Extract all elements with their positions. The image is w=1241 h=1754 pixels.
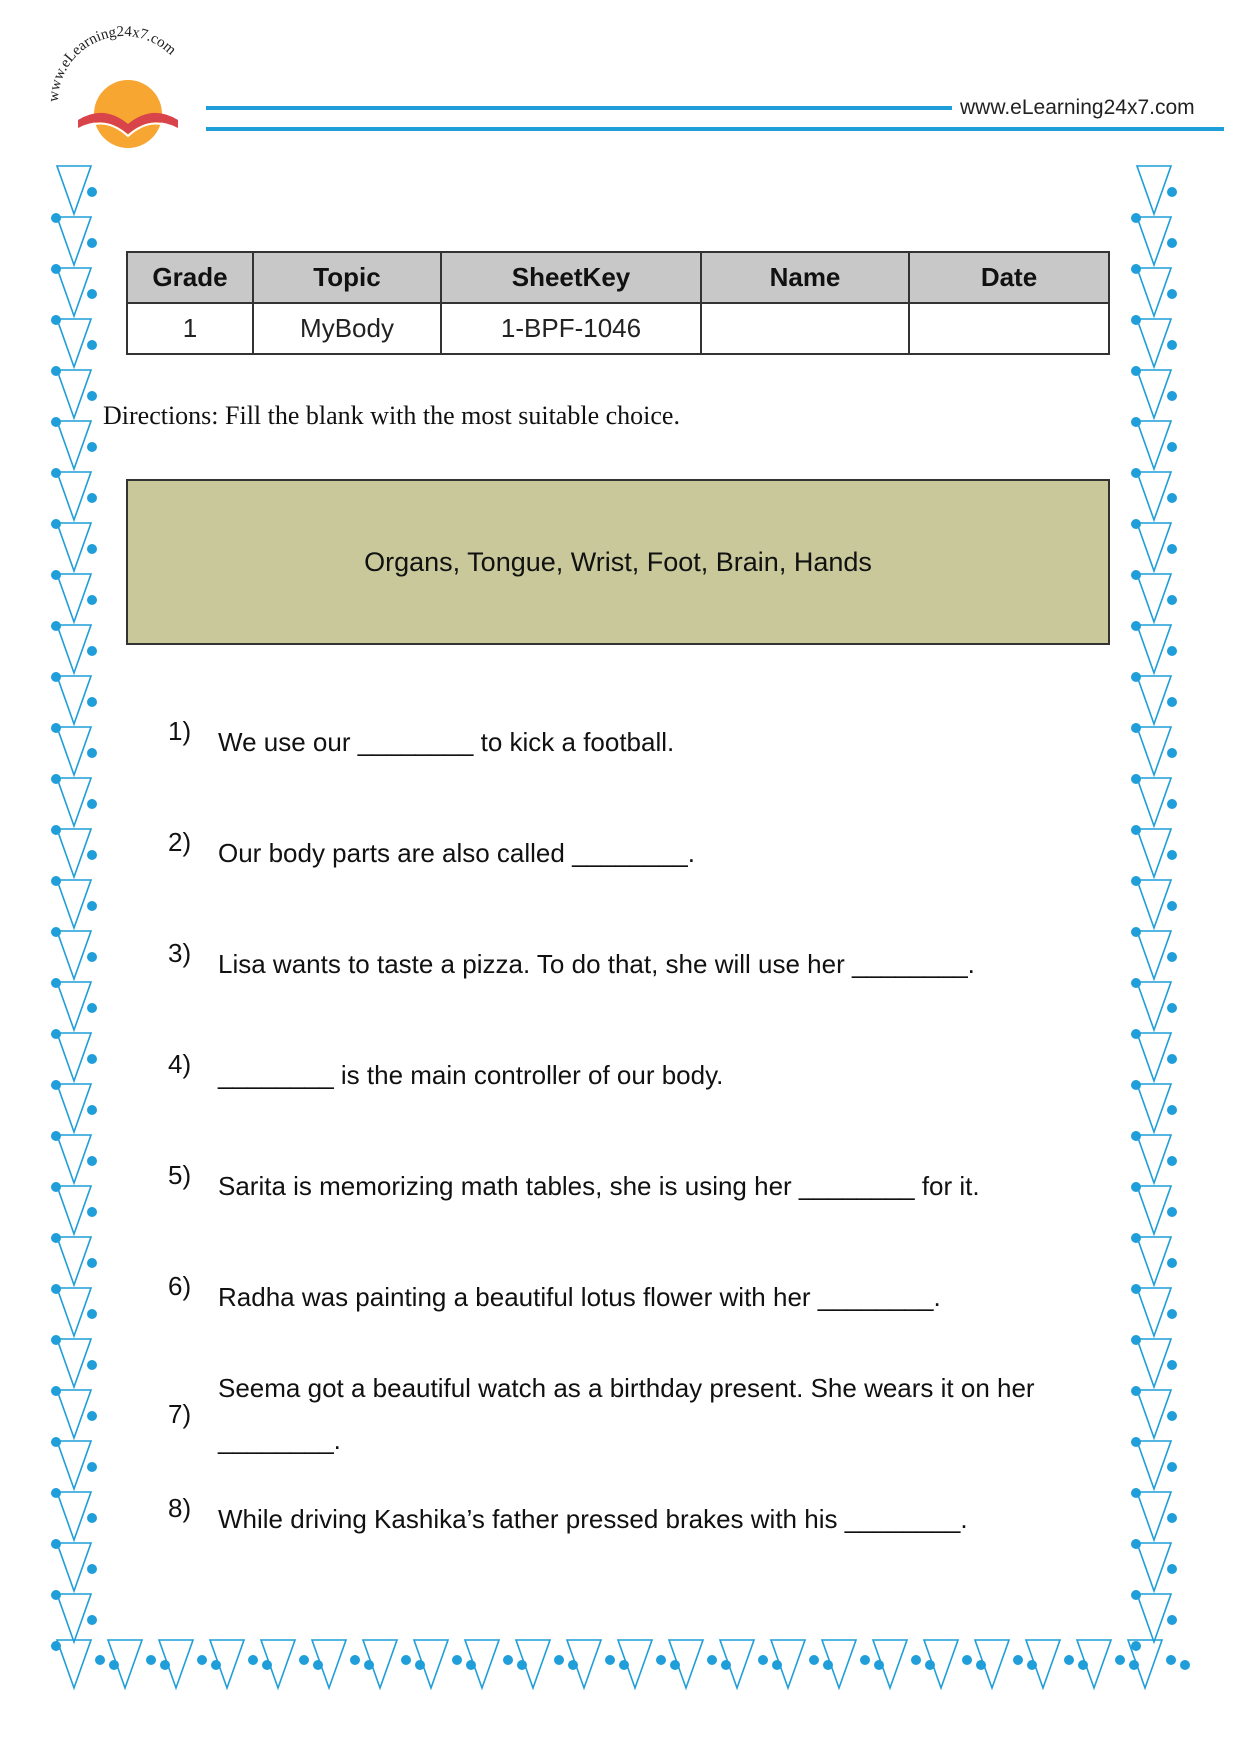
logo-arc-text: www.eLearning24x7.com xyxy=(45,24,179,103)
border-triangle xyxy=(57,1543,91,1591)
info-table xyxy=(126,251,1110,355)
word-bank-text: Organs, Tongue, Wrist, Foot, Brain, Hands xyxy=(364,546,872,577)
border-dot xyxy=(87,1513,97,1523)
border-triangle xyxy=(1137,1594,1171,1642)
border-triangle xyxy=(57,1033,91,1081)
border-dot xyxy=(87,544,97,554)
border-triangle xyxy=(57,1390,91,1438)
border-triangle xyxy=(210,1640,244,1688)
border-triangle xyxy=(1137,1339,1171,1387)
border-triangle xyxy=(1137,778,1171,826)
border-dot xyxy=(1167,1411,1177,1421)
border-dot xyxy=(51,1335,61,1345)
border-dot xyxy=(51,1539,61,1549)
topic-value: MyBody xyxy=(253,303,441,354)
question-number: 6) xyxy=(168,1271,192,1301)
border-triangle xyxy=(57,931,91,979)
border-triangle xyxy=(1137,880,1171,928)
border-dot xyxy=(87,901,97,911)
border-dot xyxy=(1131,723,1141,733)
border-dot xyxy=(415,1660,425,1670)
border-triangle xyxy=(312,1640,346,1688)
border-triangle xyxy=(414,1640,448,1688)
border-dot xyxy=(1167,187,1177,197)
border-dot xyxy=(503,1655,513,1665)
border-dot xyxy=(1131,1539,1141,1549)
border-triangle xyxy=(108,1640,142,1688)
border-dot xyxy=(1180,1660,1190,1670)
border-dot xyxy=(51,366,61,376)
border-dot xyxy=(1131,1284,1141,1294)
border-triangle xyxy=(57,676,91,724)
question-number: 5) xyxy=(168,1160,192,1190)
border-triangle xyxy=(57,727,91,775)
border-dot xyxy=(51,1488,61,1498)
border-dot xyxy=(1115,1655,1125,1665)
date-header: Date xyxy=(909,252,1109,303)
question-6 xyxy=(168,1271,1118,1323)
border-dot xyxy=(51,315,61,325)
date-field[interactable] xyxy=(909,303,1109,354)
border-dot xyxy=(87,850,97,860)
border-dot xyxy=(452,1655,462,1665)
border-dot xyxy=(51,213,61,223)
border-dot xyxy=(1078,1660,1088,1670)
grade-value: 1 xyxy=(127,303,253,354)
directions: Directions: Fill the blank with the most suitable choice. xyxy=(103,401,680,430)
border-dot xyxy=(1167,952,1177,962)
border-dot xyxy=(1167,595,1177,605)
border-triangle xyxy=(57,472,91,520)
question-number: 1) xyxy=(168,716,192,746)
border-dot xyxy=(1131,825,1141,835)
border-dot xyxy=(51,417,61,427)
header-rule-long xyxy=(206,127,1224,131)
border-dot xyxy=(1064,1655,1074,1665)
border-dot xyxy=(87,1003,97,1013)
border-dot xyxy=(87,1309,97,1319)
border-triangle xyxy=(1137,319,1171,367)
border-dot xyxy=(554,1655,564,1665)
border-dot xyxy=(1167,1003,1177,1013)
border-dot xyxy=(109,1660,119,1670)
border-dot xyxy=(51,1641,61,1651)
border-triangle xyxy=(1137,523,1171,571)
border-dot xyxy=(87,493,97,503)
border-triangle xyxy=(1137,1288,1171,1336)
border-triangle xyxy=(567,1640,601,1688)
border-triangle xyxy=(465,1640,499,1688)
border-dot xyxy=(1167,289,1177,299)
border-dot xyxy=(51,1233,61,1243)
border-dot xyxy=(1167,901,1177,911)
border-dot xyxy=(197,1655,207,1665)
question-3 xyxy=(168,938,1118,990)
border-triangle xyxy=(975,1640,1009,1688)
question-text: Sarita is memorizing math tables, she is using her ________ for it. xyxy=(218,1171,980,1201)
border-dot xyxy=(1131,519,1141,529)
border-dot xyxy=(1167,442,1177,452)
question-4 xyxy=(168,1049,1118,1101)
border-dot xyxy=(87,952,97,962)
border-dot xyxy=(1167,340,1177,350)
info-table-value-row xyxy=(127,303,1109,354)
border-triangle xyxy=(57,370,91,418)
question-number: 3) xyxy=(168,938,192,968)
border-dot xyxy=(350,1655,360,1665)
border-dot xyxy=(1167,1615,1177,1625)
border-dot xyxy=(87,187,97,197)
border-dot xyxy=(51,468,61,478)
border-dot xyxy=(51,570,61,580)
border-triangle xyxy=(1077,1640,1111,1688)
border-dot xyxy=(299,1655,309,1665)
border-triangle xyxy=(720,1640,754,1688)
question-text: Our body parts are also called ________. xyxy=(218,838,695,868)
border-triangle xyxy=(57,829,91,877)
border-triangle xyxy=(1137,472,1171,520)
question-2 xyxy=(168,827,1118,879)
border-triangle xyxy=(1137,982,1171,1030)
border-dot xyxy=(1131,570,1141,580)
border-dot xyxy=(211,1660,221,1670)
question-text: We use our ________ to kick a football. xyxy=(218,727,675,757)
border-dot xyxy=(87,748,97,758)
border-dot xyxy=(51,264,61,274)
border-dot xyxy=(87,595,97,605)
header-rule-short xyxy=(206,106,952,110)
border-triangle xyxy=(1137,931,1171,979)
border-dot xyxy=(1167,1105,1177,1115)
border-dot xyxy=(51,876,61,886)
border-dot xyxy=(1131,1029,1141,1039)
border-dot xyxy=(1131,1488,1141,1498)
border-triangle xyxy=(1137,1441,1171,1489)
border-dot xyxy=(1131,1131,1141,1141)
question-8 xyxy=(168,1493,1118,1545)
question-text: While driving Kashika’s father pressed brakes with his ________. xyxy=(218,1504,968,1534)
border-triangle xyxy=(1137,829,1171,877)
border-triangle xyxy=(1137,370,1171,418)
border-dot xyxy=(1131,672,1141,682)
border-dot xyxy=(1131,1590,1141,1600)
border-dot xyxy=(605,1655,615,1665)
border-triangle xyxy=(57,1186,91,1234)
border-dot xyxy=(1131,1641,1141,1651)
border-dot xyxy=(1167,748,1177,758)
border-dot xyxy=(146,1655,156,1665)
border-dot xyxy=(1131,417,1141,427)
border-dot xyxy=(51,774,61,784)
border-triangle xyxy=(57,1135,91,1183)
border-dot xyxy=(87,1360,97,1370)
border-dot xyxy=(466,1660,476,1670)
border-dot xyxy=(1166,1655,1176,1665)
border-dot xyxy=(1131,1080,1141,1090)
border-dot xyxy=(51,1437,61,1447)
border-triangle xyxy=(57,166,91,214)
border-triangle xyxy=(363,1640,397,1688)
border-triangle xyxy=(57,1288,91,1336)
border-dot xyxy=(87,1207,97,1217)
border-triangle xyxy=(57,523,91,571)
border-triangle xyxy=(1137,676,1171,724)
border-dot xyxy=(1131,366,1141,376)
border-dot xyxy=(87,1462,97,1472)
question-1 xyxy=(168,716,1118,768)
question-text: Radha was painting a beautiful lotus flower with her ________. xyxy=(218,1282,941,1312)
question-7 xyxy=(168,1362,1118,1466)
border-dot xyxy=(925,1660,935,1670)
border-dot xyxy=(51,621,61,631)
border-dot xyxy=(1167,544,1177,554)
border-dot xyxy=(1167,1309,1177,1319)
border-triangle xyxy=(57,625,91,673)
border-dot xyxy=(51,1131,61,1141)
border-dot xyxy=(1167,850,1177,860)
border-dot xyxy=(619,1660,629,1670)
border-dot xyxy=(860,1655,870,1665)
border-dot xyxy=(1167,493,1177,503)
border-triangle xyxy=(57,319,91,367)
name-header: Name xyxy=(701,252,909,303)
border-triangle xyxy=(57,982,91,1030)
border-dot xyxy=(87,697,97,707)
border-dot xyxy=(1131,468,1141,478)
border-dot xyxy=(51,1029,61,1039)
border-dot xyxy=(95,1655,105,1665)
question-5 xyxy=(168,1160,1118,1212)
border-triangle xyxy=(1137,217,1171,265)
sheetkey-value: 1-BPF-1046 xyxy=(441,303,701,354)
border-dot xyxy=(758,1655,768,1665)
border-triangle xyxy=(1137,1390,1171,1438)
border-dot xyxy=(1167,1156,1177,1166)
border-triangle xyxy=(57,1492,91,1540)
question-number: 4) xyxy=(168,1049,192,1079)
border-dot xyxy=(51,1182,61,1192)
border-dot xyxy=(1131,1182,1141,1192)
border-dot xyxy=(364,1660,374,1670)
border-dot xyxy=(1167,697,1177,707)
question-number: 7) xyxy=(168,1398,192,1429)
border-dot xyxy=(87,1105,97,1115)
border-dot xyxy=(1131,774,1141,784)
border-dot xyxy=(721,1660,731,1670)
border-dot xyxy=(1131,264,1141,274)
border-triangle xyxy=(57,1640,91,1688)
border-dot xyxy=(87,442,97,452)
border-triangle xyxy=(57,421,91,469)
question-number: 8) xyxy=(168,1493,192,1523)
border-triangle xyxy=(1137,1237,1171,1285)
border-triangle xyxy=(57,217,91,265)
border-dot xyxy=(87,1054,97,1064)
border-dot xyxy=(1167,391,1177,401)
border-triangle xyxy=(1137,727,1171,775)
question-text: Seema got a beautiful watch as a birthday present. She wears it on her ________. xyxy=(218,1373,1035,1455)
border-dot xyxy=(1131,1233,1141,1243)
border-dot xyxy=(87,1258,97,1268)
topic-header: Topic xyxy=(253,252,441,303)
border-dot xyxy=(1167,1207,1177,1217)
border-dot xyxy=(1167,1513,1177,1523)
question-number: 2) xyxy=(168,827,192,857)
border-dot xyxy=(962,1655,972,1665)
border-dot xyxy=(1131,876,1141,886)
border-triangle xyxy=(57,1441,91,1489)
border-triangle xyxy=(1137,574,1171,622)
border-triangle xyxy=(1137,166,1171,214)
border-dot xyxy=(1167,1360,1177,1370)
border-triangle xyxy=(1137,421,1171,469)
border-dot xyxy=(1131,1386,1141,1396)
border-dot xyxy=(1131,315,1141,325)
border-triangle xyxy=(57,268,91,316)
border-triangle xyxy=(1137,1543,1171,1591)
border-triangle xyxy=(618,1640,652,1688)
border-dot xyxy=(87,1156,97,1166)
question-text: Lisa wants to taste a pizza. To do that, she will use her ________. xyxy=(218,949,975,979)
name-field[interactable] xyxy=(701,303,909,354)
border-dot xyxy=(51,1284,61,1294)
border-dot xyxy=(401,1655,411,1665)
border-triangle xyxy=(1137,1033,1171,1081)
border-dot xyxy=(87,1615,97,1625)
border-dot xyxy=(262,1660,272,1670)
border-dot xyxy=(1167,1054,1177,1064)
border-dot xyxy=(87,1411,97,1421)
border-dot xyxy=(1131,213,1141,223)
border-dot xyxy=(1131,927,1141,937)
border-dot xyxy=(809,1655,819,1665)
border-triangle xyxy=(57,778,91,826)
border-triangle xyxy=(516,1640,550,1688)
border-dot xyxy=(160,1660,170,1670)
border-dot xyxy=(1129,1660,1139,1670)
border-triangle xyxy=(261,1640,295,1688)
border-dot xyxy=(87,289,97,299)
border-triangle xyxy=(57,880,91,928)
border-triangle xyxy=(1026,1640,1060,1688)
border-triangle xyxy=(1137,1492,1171,1540)
border-dot xyxy=(1167,799,1177,809)
border-triangle xyxy=(57,1339,91,1387)
border-triangle xyxy=(57,1084,91,1132)
border-dot xyxy=(823,1660,833,1670)
border-triangle xyxy=(1137,268,1171,316)
border-dot xyxy=(51,927,61,937)
border-dot xyxy=(976,1660,986,1670)
border-dot xyxy=(51,672,61,682)
border-dot xyxy=(1167,1462,1177,1472)
border-triangle xyxy=(57,574,91,622)
border-triangle xyxy=(159,1640,193,1688)
border-dot xyxy=(1131,978,1141,988)
border-triangle xyxy=(1128,1640,1162,1688)
border-dot xyxy=(1131,1437,1141,1447)
border-dot xyxy=(51,519,61,529)
border-dot xyxy=(51,1386,61,1396)
border-triangle xyxy=(1137,1084,1171,1132)
border-dot xyxy=(87,391,97,401)
grade-header: Grade xyxy=(127,252,253,303)
border-dot xyxy=(1167,238,1177,248)
border-dot xyxy=(707,1655,717,1665)
border-dot xyxy=(670,1660,680,1670)
border-dot xyxy=(568,1660,578,1670)
border-dot xyxy=(1013,1655,1023,1665)
border-dot xyxy=(87,340,97,350)
border-dot xyxy=(772,1660,782,1670)
border-triangle xyxy=(669,1640,703,1688)
border-dot xyxy=(51,723,61,733)
border-dot xyxy=(51,978,61,988)
border-dot xyxy=(1167,646,1177,656)
border-dot xyxy=(51,1590,61,1600)
border-triangle xyxy=(1137,625,1171,673)
border-dot xyxy=(87,799,97,809)
border-triangle xyxy=(924,1640,958,1688)
border-dot xyxy=(51,1080,61,1090)
border-dot xyxy=(656,1655,666,1665)
border-dot xyxy=(248,1655,258,1665)
border-triangle xyxy=(57,1237,91,1285)
info-table-header-row xyxy=(127,252,1109,303)
word-bank xyxy=(126,479,1110,645)
elearning-logo xyxy=(40,24,220,154)
border-dot xyxy=(1167,1564,1177,1574)
sheetkey-header: SheetKey xyxy=(441,252,701,303)
border-triangle xyxy=(1137,1186,1171,1234)
border-dot xyxy=(874,1660,884,1670)
border-dot xyxy=(1027,1660,1037,1670)
border-dot xyxy=(87,238,97,248)
border-triangle xyxy=(873,1640,907,1688)
border-dot xyxy=(87,1564,97,1574)
border-dot xyxy=(517,1660,527,1670)
border-dot xyxy=(87,646,97,656)
border-triangle xyxy=(57,1594,91,1642)
question-text: ________ is the main controller of our body. xyxy=(218,1060,724,1090)
border-dot xyxy=(313,1660,323,1670)
header-url: www.eLearning24x7.com xyxy=(960,96,1195,119)
border-dot xyxy=(1131,621,1141,631)
border-dot xyxy=(911,1655,921,1665)
border-triangle xyxy=(822,1640,856,1688)
border-triangle xyxy=(1137,1135,1171,1183)
border-dot xyxy=(1167,1258,1177,1268)
border-triangle xyxy=(771,1640,805,1688)
border-dot xyxy=(1131,1335,1141,1345)
border-dot xyxy=(51,825,61,835)
